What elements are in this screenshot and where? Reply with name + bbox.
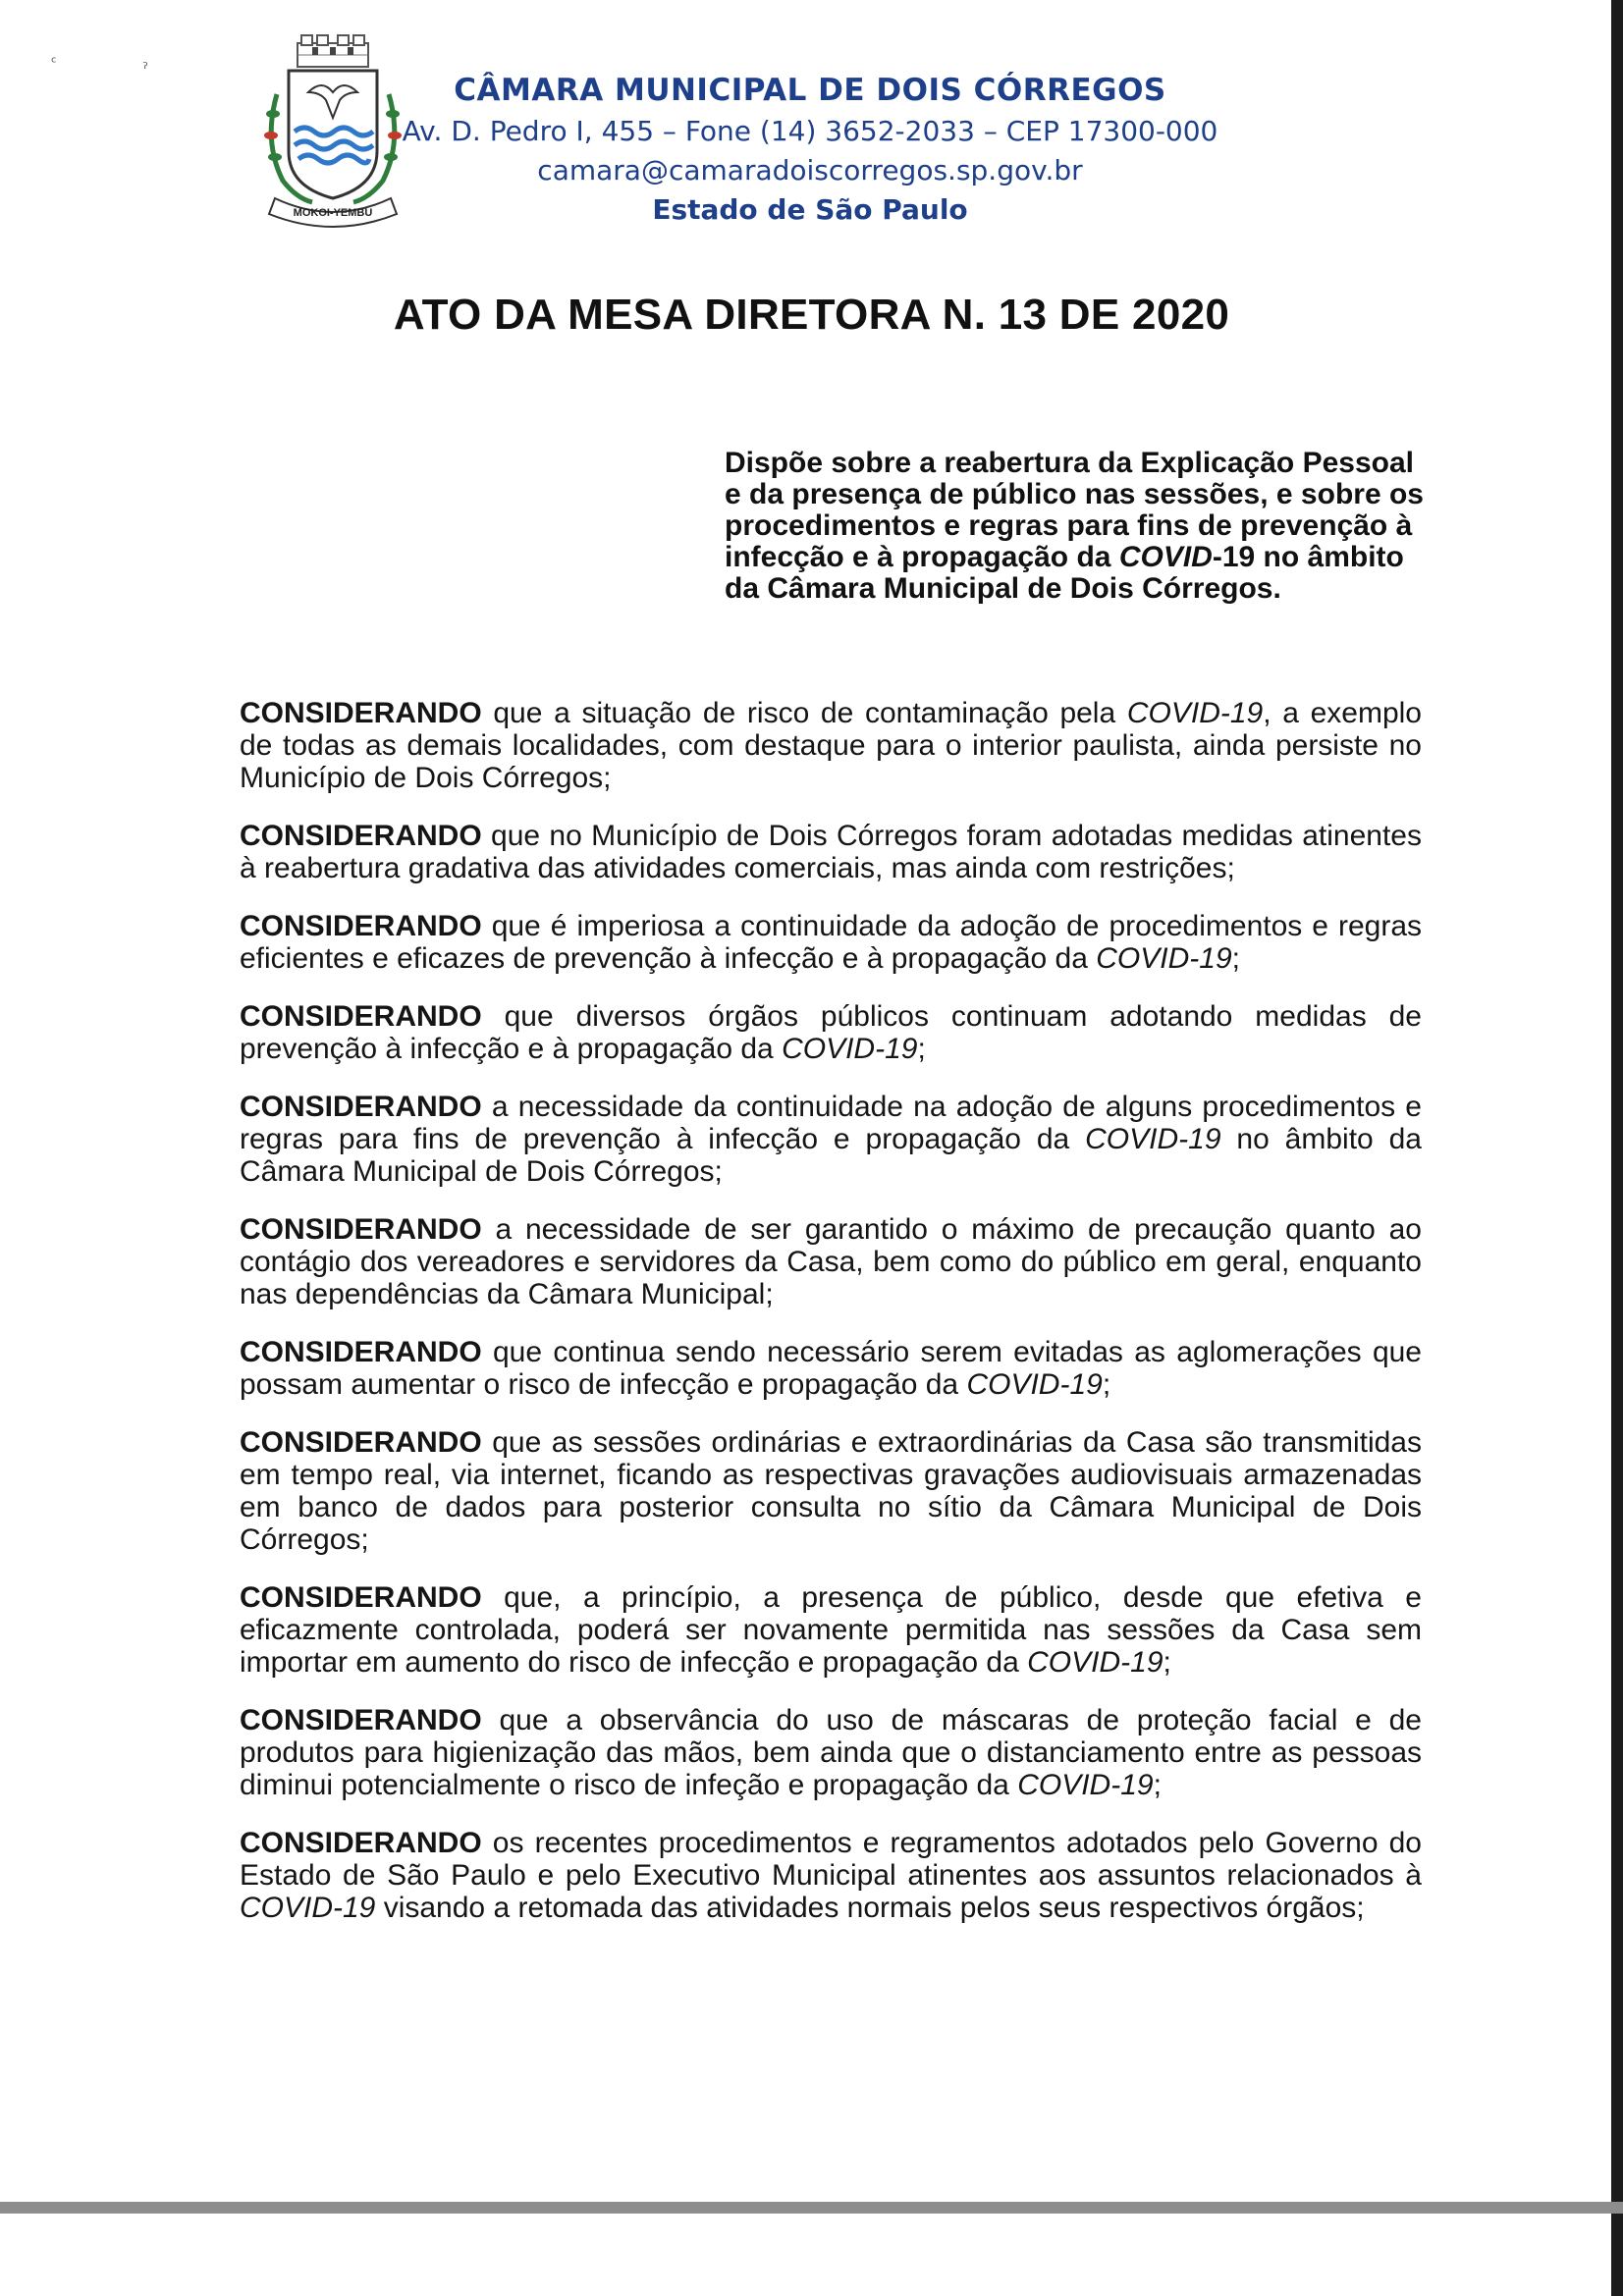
institution-address: Av. D. Pedro I, 455 – Fone (14) 3652-2033 – CEP 17300-000 [402, 115, 1218, 147]
considerando-tail: ; [1163, 1646, 1171, 1679]
considerando-text: que é imperiosa a continuidade da adoção de procedimentos e regras eficientes e eficazes de prevenção à infecção e à propagação da [240, 910, 1422, 975]
considerando-text: que a situação de risco de contaminação pela [481, 697, 1127, 729]
considerandos [240, 697, 1422, 1949]
crest-motto: MOKOI-YEMBU [293, 207, 373, 219]
considerando-keyword: CONSIDERANDO [240, 1000, 482, 1033]
considerando-5 [240, 1091, 1422, 1188]
considerando-covid: COVID-19 [966, 1368, 1103, 1401]
considerando-tail: visando a retomada das atividades normais pelos seus respectivos órgãos; [375, 1892, 1365, 1924]
considerando-text: que no Município de Dois Córregos foram adotadas medidas atinentes à reabertura gradativa das atividades comerciais, mas ainda com restrições; [240, 820, 1422, 884]
institution-state: Estado de São Paulo [652, 193, 968, 226]
considerando-8 [240, 1426, 1422, 1556]
municipal-crest-icon [253, 33, 412, 230]
considerando-keyword: CONSIDERANDO [240, 1704, 482, 1736]
considerando-2 [240, 820, 1422, 884]
considerando-keyword: CONSIDERANDO [240, 820, 482, 852]
considerando-4 [240, 1000, 1422, 1065]
considerando-9 [240, 1581, 1422, 1679]
considerando-10 [240, 1704, 1422, 1801]
considerando-text: que diversos órgãos públicos continuam adotando medidas de prevenção à infecção e à propagação da [240, 1000, 1422, 1065]
considerando-1 [240, 697, 1422, 794]
scan-bottom-bar [0, 2202, 1623, 2214]
considerando-text: os recentes procedimentos e regramentos adotados pelo Governo do Estado de São Paulo e pelo Executivo Municipal atinentes aos assuntos relacionados à [240, 1827, 1422, 1892]
considerando-covid: COVID-19 [1096, 942, 1232, 975]
considerando-text: que, a princípio, a presença de público, desde que efetiva e eficazmente controlada, poderá ser novamente permitida nas sessões da Casa sem importar em aumento do risco de infecção e propagação da [240, 1581, 1422, 1679]
considerando-text: que as sessões ordinárias e extraordinárias da Casa são transmitidas em tempo real, via internet, ficando as respectivas gravações audiovisuais armazenadas em banco de dados para posterior consulta no sítio da Câmara Municipal de Dois Córregos; [240, 1426, 1422, 1556]
institution-email: camara@camaradoiscorregos.sp.gov.br [537, 154, 1083, 187]
considerando-keyword: CONSIDERANDO [240, 1827, 482, 1859]
considerando-tail: ; [1231, 942, 1240, 975]
considerando-covid: COVID-19 [1085, 1123, 1221, 1155]
ementa [725, 448, 1427, 605]
considerando-keyword: CONSIDERANDO [240, 697, 482, 729]
institution-name: CÂMARA MUNICIPAL DE DOIS CÓRREGOS [454, 73, 1166, 108]
ementa-text-end: -19 no âmbito da Câmara Municipal de Dois Córregos. [725, 541, 1404, 605]
scan-right-edge [1611, 0, 1623, 2296]
scan-speck: ᶜ [51, 53, 57, 72]
considerando-3 [240, 910, 1422, 975]
ementa-text: Dispõe sobre a reabertura da Explicação Pessoal e da presença de público nas sessões, e sobre os procedimentos e regras para fins de prevenção à infecção e à propagação da [725, 447, 1424, 573]
considerando-covid: COVID-19 [240, 1892, 376, 1924]
considerando-7 [240, 1336, 1422, 1401]
considerando-keyword: CONSIDERANDO [240, 1426, 482, 1459]
considerando-11 [240, 1827, 1422, 1924]
considerando-tail: , a exemplo de todas as demais localidades, com destaque para o interior paulista, ainda persiste no Município de Dois Córregos; [240, 697, 1422, 794]
considerando-covid: COVID-19 [1126, 697, 1264, 729]
considerando-tail: no âmbito da Câmara Municipal de Dois Córregos; [240, 1123, 1422, 1188]
considerando-keyword: CONSIDERANDO [240, 910, 482, 942]
considerando-covid: COVID-19 [782, 1033, 918, 1065]
considerando-text: que continua sendo necessário serem evitadas as aglomerações que possam aumentar o risco de infecção e propagação da [240, 1336, 1422, 1401]
considerando-keyword: CONSIDERANDO [240, 1091, 482, 1123]
ementa-covid: COVID [1118, 541, 1213, 573]
letterhead [393, 71, 1227, 230]
act-title: ATO DA MESA DIRETORA N. 13 DE 2020 [393, 291, 1230, 339]
considerando-tail: ; [1153, 1769, 1162, 1801]
considerando-covid: COVID-19 [1017, 1769, 1154, 1801]
considerando-keyword: CONSIDERANDO [240, 1213, 482, 1246]
considerando-text: a necessidade da continuidade na adoção de alguns procedimentos e regras para fins de prevenção à infecção e propagação da [240, 1091, 1422, 1155]
considerando-6 [240, 1213, 1422, 1310]
considerando-covid: COVID-19 [1027, 1646, 1163, 1679]
considerando-keyword: CONSIDERANDO [240, 1581, 482, 1614]
considerando-tail: ; [917, 1033, 926, 1065]
scan-speck: ˀ [142, 59, 148, 78]
considerando-keyword: CONSIDERANDO [240, 1336, 482, 1368]
considerando-text: a necessidade de ser garantido o máximo de precaução quanto ao contágio dos vereadores e servidores da Casa, bem como do público em geral, enquanto nas dependências da Câmara Municipal; [240, 1213, 1422, 1310]
considerando-text: que a observância do uso de máscaras de proteção facial e de produtos para higienização das mãos, bem ainda que o distanciamento entre as pessoas diminui potencialmente o risco de infeção e propagação da [240, 1704, 1422, 1801]
considerando-tail: ; [1102, 1368, 1111, 1401]
